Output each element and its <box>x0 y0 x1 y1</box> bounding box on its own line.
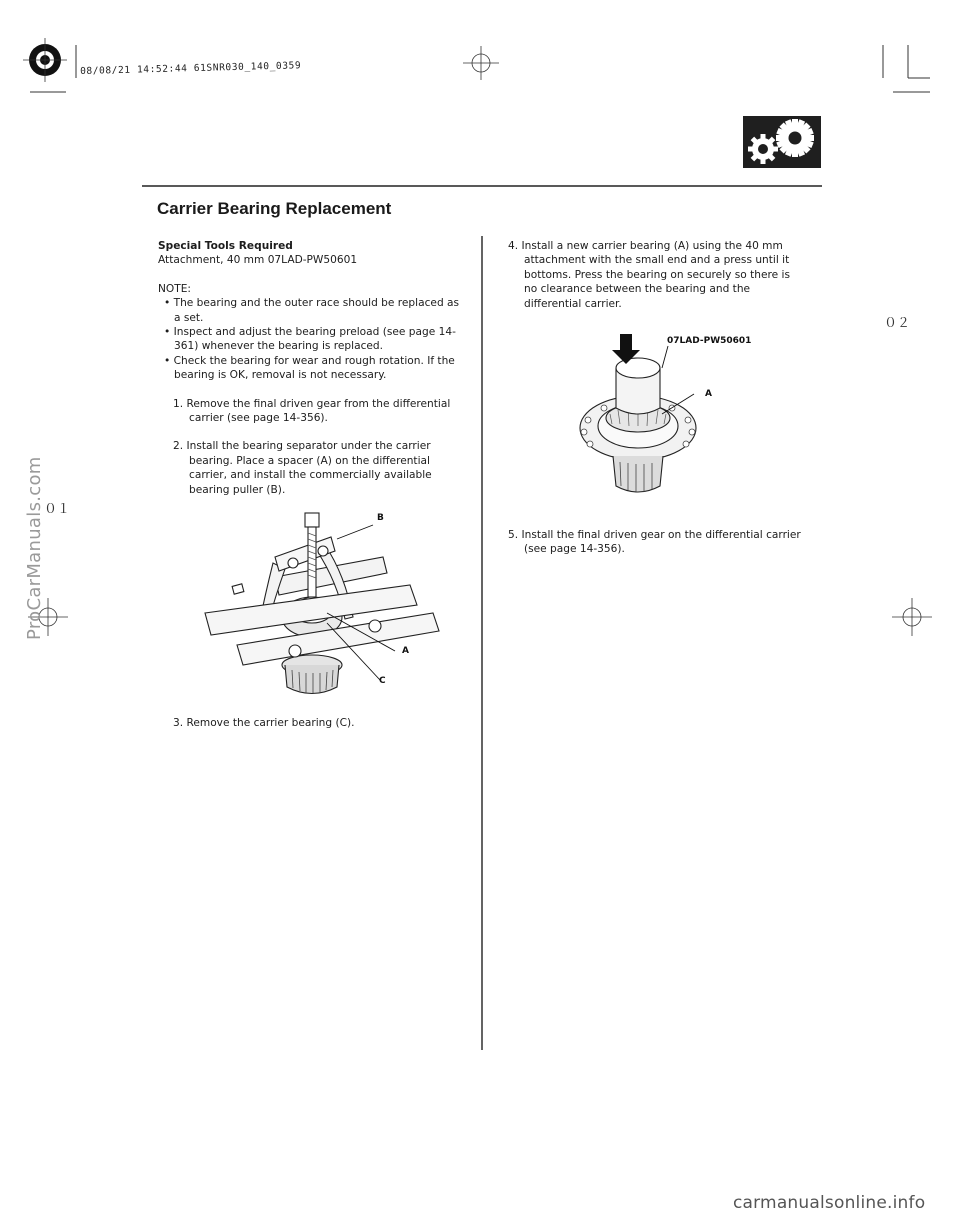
note-label: NOTE: <box>158 282 191 295</box>
footer-watermark: carmanualsonline.info <box>733 1193 926 1213</box>
note-item: • Check the bearing for wear and rough rotation. If the bearing is OK, removal is not necessary. <box>164 354 455 382</box>
label-b: B <box>377 513 384 523</box>
step-5 <box>501 528 806 557</box>
tools-heading: Special Tools Required <box>158 240 293 252</box>
margin-mark-right: ０２ <box>884 316 911 331</box>
step-4: 4. Install a new carrier bearing (A) using the 40 mm attachment with the small end and a press until it bottoms. Press the bearing on securely so there is no clearance between the bearing and the differential carrier. <box>508 240 790 310</box>
print-stamp: 08/08/21 14:52:44 61SNR030_140_0359 <box>80 60 302 77</box>
bearing-puller-figure <box>195 505 445 710</box>
label-a-right: A <box>705 389 712 399</box>
note-item: • The bearing and the outer race should be replaced as a set. <box>164 297 460 324</box>
gears-icon <box>743 116 821 173</box>
note-item: • Inspect and adjust the bearing preload (see page 14-361) whenever the bearing is replaced. <box>164 326 456 353</box>
tools-item: Attachment, 40 mm 07LAD-PW50601 <box>158 254 358 267</box>
right-column <box>501 239 806 311</box>
label-tool-number: 07LAD-PW50601 <box>667 336 752 346</box>
step-5-text: 5. Install the final driven gear on the differential carrier (see page 14-356). <box>508 529 801 556</box>
left-column <box>158 239 466 497</box>
label-c: C <box>379 676 386 686</box>
step-2: 2. Install the bearing separator under the carrier bearing. Place a spacer (A) on the differential carrier, and install the commercially available bearing puller (B). <box>173 440 432 496</box>
label-a: A <box>402 646 409 656</box>
press-attachment-figure <box>568 328 768 513</box>
side-watermark: ProCarManuals.com <box>24 456 45 640</box>
step-3 <box>166 716 466 730</box>
step-3-text: 3. Remove the carrier bearing (C). <box>173 717 355 729</box>
page-title: Carrier Bearing Replacement <box>157 199 392 218</box>
margin-mark-left: ０１ <box>44 502 71 517</box>
step-1: 1. Remove the final driven gear from the differential carrier (see page 14-356). <box>173 397 451 425</box>
